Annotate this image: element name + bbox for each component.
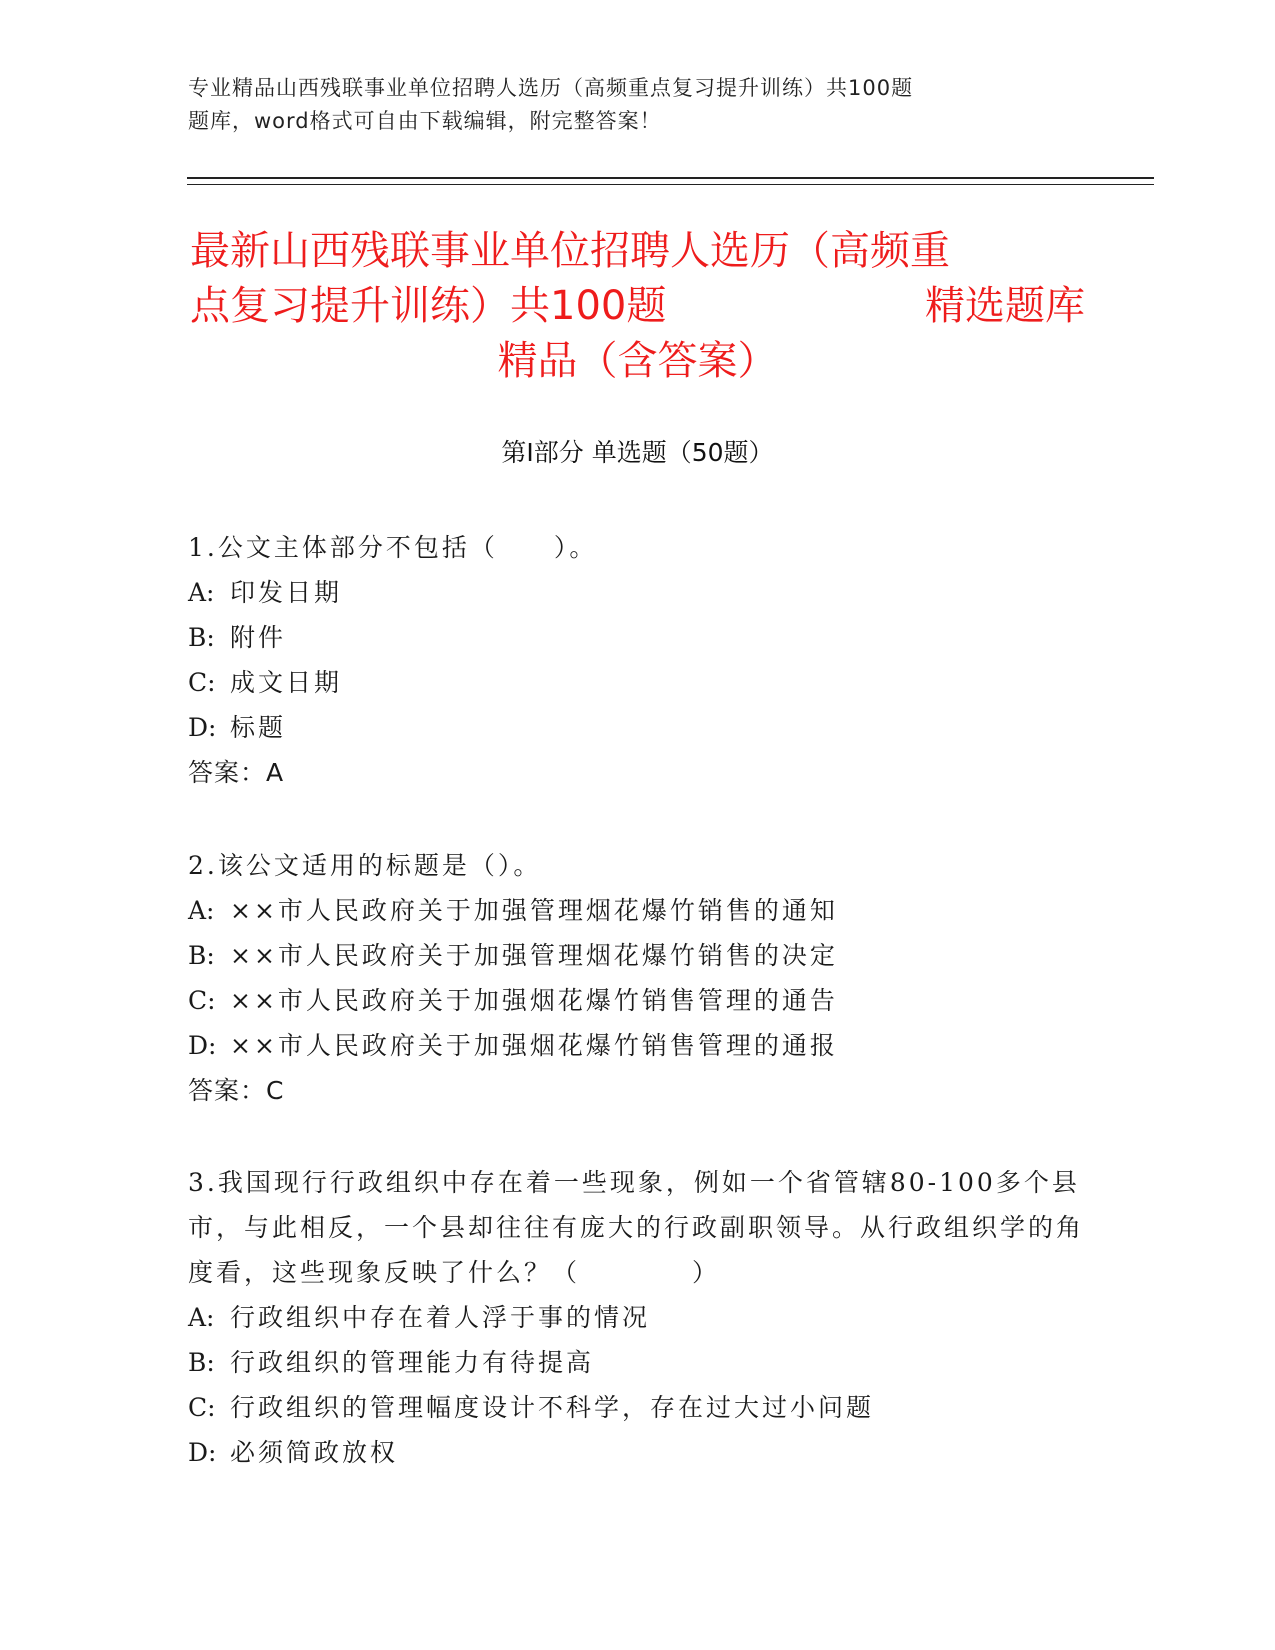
question-stem: 3.我国现行行政组织中存在着一些现象，例如一个省管辖80-100多个县市，与此相反，一个县却往往有庞大的行政副职领导。从行政组织学的角度看，这些现象反映了什么？（ ） [188, 1168, 1085, 1287]
header-note [188, 72, 1088, 138]
option-key: D: [188, 1031, 217, 1060]
option-text: 成文日期 [230, 668, 343, 697]
title-text: 最新山西残联事业单位招聘人选历（高频重 [190, 228, 950, 274]
option-key: C: [188, 1393, 216, 1422]
question-block [188, 525, 1088, 795]
option-d [188, 705, 1088, 750]
section-heading: 第Ⅰ部分 单选题（50题） [501, 438, 774, 467]
option-d [188, 1023, 1088, 1068]
header-note-line: 题库，word格式可自由下载编辑，附完整答案！ [188, 109, 662, 133]
option-text: ××市人民政府关于加强管理烟花爆竹销售的决定 [230, 941, 838, 970]
title-text: 精选题库 [925, 283, 1085, 329]
option-text: 附件 [230, 623, 287, 652]
option-key: A: [188, 578, 215, 607]
header-note-line: 专业精品山西残联事业单位招聘人选历（高频重点复习提升训练）共100题 [188, 76, 914, 100]
option-key: D: [188, 713, 217, 742]
option-c [188, 1385, 1088, 1430]
option-key: A: [188, 1303, 215, 1332]
option-key: C: [188, 986, 216, 1015]
title-line [190, 279, 1085, 334]
option-key: B: [188, 941, 215, 970]
option-text: 标题 [230, 713, 287, 742]
option-text: ××市人民政府关于加强管理烟花爆竹销售的通知 [230, 896, 838, 925]
option-key: B: [188, 1348, 215, 1377]
title-text: 点复习提升训练）共100题 [190, 283, 667, 329]
header-divider-thin [187, 184, 1154, 185]
option-text: ××市人民政府关于加强烟花爆竹销售管理的通告 [230, 986, 838, 1015]
option-key: D: [188, 1438, 217, 1467]
answer: 答案：C [188, 1076, 285, 1105]
option-a [188, 888, 1088, 933]
option-b [188, 1340, 1088, 1385]
question-block [188, 1160, 1088, 1475]
option-text: 行政组织的管理能力有待提高 [230, 1348, 595, 1377]
option-text: ××市人民政府关于加强烟花爆竹销售管理的通报 [230, 1031, 838, 1060]
option-d [188, 1430, 1088, 1475]
header-divider [187, 177, 1154, 179]
answer: 答案：A [188, 758, 285, 787]
option-a [188, 1295, 1088, 1340]
question-stem: 2.该公文适用的标题是（）。 [188, 851, 542, 880]
title-line [190, 334, 1085, 389]
option-b [188, 615, 1088, 660]
option-a [188, 570, 1088, 615]
option-key: C: [188, 668, 216, 697]
title-line [190, 224, 1085, 279]
option-text: 印发日期 [230, 578, 343, 607]
option-text: 必须简政放权 [230, 1438, 399, 1467]
question-block [188, 843, 1088, 1113]
option-b [188, 933, 1088, 978]
document-title [190, 224, 1085, 389]
option-text: 行政组织的管理幅度设计不科学，存在过大过小问题 [230, 1393, 875, 1422]
option-c [188, 978, 1088, 1023]
option-key: A: [188, 896, 215, 925]
title-text: 精品（含答案） [497, 338, 778, 384]
option-key: B: [188, 623, 215, 652]
option-c [188, 660, 1088, 705]
question-stem: 1.公文主体部分不包括（ ）。 [188, 533, 598, 562]
option-text: 行政组织中存在着人浮于事的情况 [230, 1303, 651, 1332]
